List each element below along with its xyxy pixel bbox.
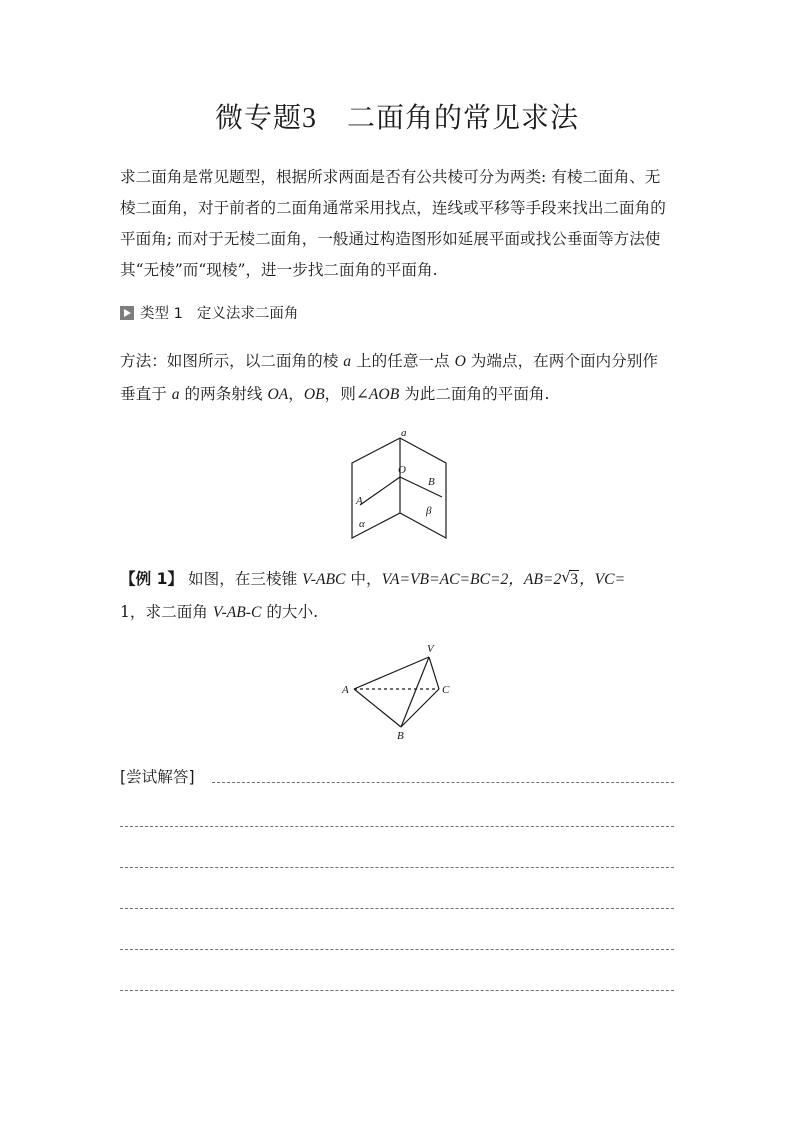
label-a: A xyxy=(356,495,363,507)
label-beta: β xyxy=(426,505,432,517)
intro-line: 求二面角是常见题型，根据所求两面是否有公共棱可分为两类: 有棱二面角、无 xyxy=(120,168,661,186)
title-number: 3 xyxy=(302,103,317,134)
dihedral-angle-diagram xyxy=(340,425,460,545)
label-alpha: α xyxy=(359,518,365,530)
ray-ob xyxy=(400,477,442,497)
page-title xyxy=(0,96,794,136)
ray-oa xyxy=(360,477,400,505)
example-line-2: 1，求二面角 V-AB-C 的大小. xyxy=(120,603,319,621)
label-a: A xyxy=(342,684,349,696)
answer-line[interactable] xyxy=(212,782,674,783)
pyramid-diagram xyxy=(335,640,465,745)
section-heading-type1 xyxy=(120,302,298,323)
label-o: O xyxy=(398,464,406,476)
intro-line: 棱二面角，对于前者的二面角通常采用找点，连线或平移等手段来找出二面角的 xyxy=(120,199,666,217)
section-title: 定义法求二面角 xyxy=(196,306,299,322)
label-b: B xyxy=(397,730,404,742)
intro-line: 其“无棱”而“现棱”，进一步找二面角的平面角. xyxy=(120,261,438,279)
pyramid-figure xyxy=(335,640,465,745)
method-line-1: 方法：如图所示，以二面角的棱 a 上的任意一点 O 为端点，在两个面内分别作 xyxy=(120,352,658,370)
edge-vc xyxy=(429,657,439,689)
label-v: V xyxy=(427,643,434,655)
example-line-1: 【例 1】 如图，在三棱锥 V-ABC 中，VA=VB=AC=BC=2，AB=2 √ 3，VC= xyxy=(120,563,676,596)
answer-line[interactable] xyxy=(120,949,674,950)
label-b: B xyxy=(428,476,435,488)
title-main: 二面角的常见求法 xyxy=(347,101,580,134)
label-edge: a xyxy=(401,427,407,439)
answer-line[interactable] xyxy=(120,826,674,827)
edge-bc xyxy=(401,689,439,727)
method-line-2: 垂直于 a 的两条射线 OA，OB，则∠AOB 为此二面角的平面角. xyxy=(120,385,550,403)
example-label: 【例 1】 xyxy=(120,570,184,588)
edge-ab xyxy=(354,689,401,727)
label-c: C xyxy=(442,684,450,696)
title-prefix: 微专题 xyxy=(214,101,302,134)
answer-label: [尝试解答] xyxy=(120,768,195,786)
dihedral-angle-figure xyxy=(340,425,460,545)
play-triangle-icon xyxy=(120,306,134,320)
answer-line[interactable] xyxy=(120,867,674,868)
method-paragraph xyxy=(120,345,676,411)
section-label: 类型 1 xyxy=(140,306,183,322)
intro-paragraph xyxy=(120,162,676,286)
intro-line: 平面角; 而对于无棱二面角，一般通过构造图形如延展平面或找公垂面等方法使 xyxy=(120,230,661,248)
answer-line[interactable] xyxy=(120,990,674,991)
answer-line[interactable] xyxy=(120,908,674,909)
example-1 xyxy=(120,563,676,629)
sqrt-expression: √ 3 xyxy=(561,568,579,588)
